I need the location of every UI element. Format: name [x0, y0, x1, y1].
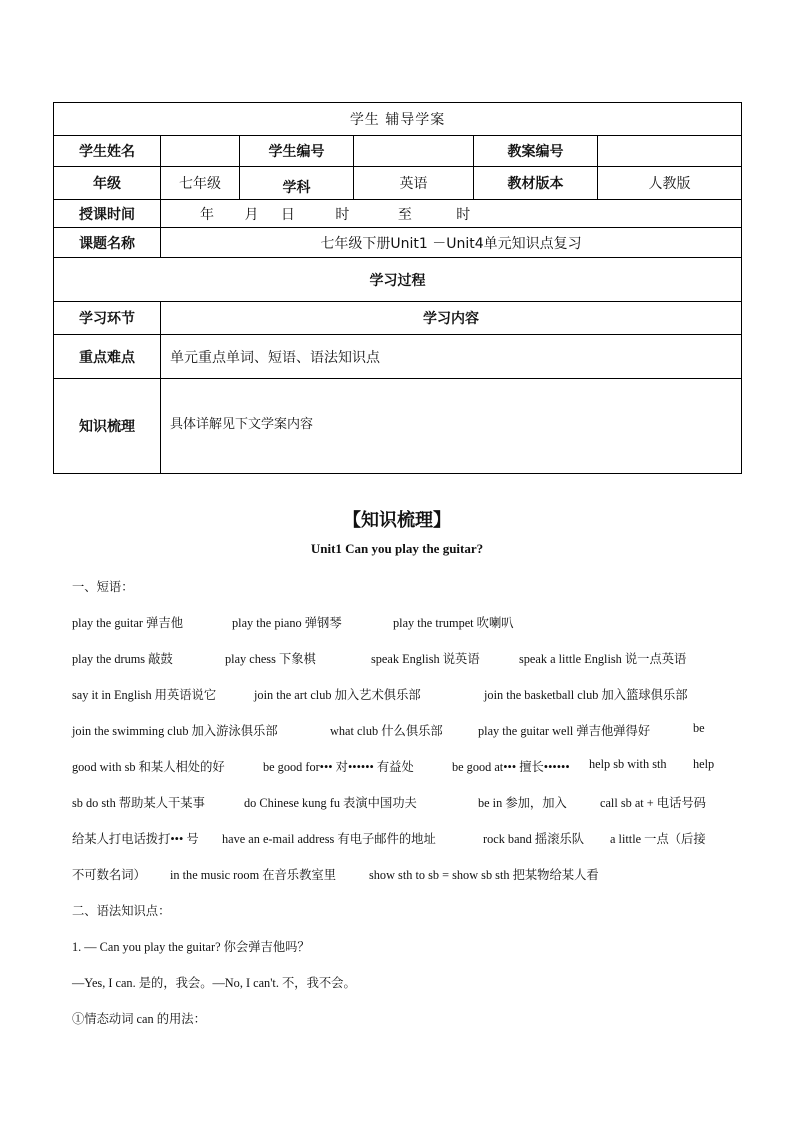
key-points-label: 重点难点	[54, 335, 161, 379]
grammar-heading: 二、语法知识点：	[72, 904, 171, 918]
phrase: play the drums 敲鼓	[72, 652, 173, 666]
topic-label: 课题名称	[54, 228, 161, 258]
key-points-value: 单元重点单词、短语、语法知识点	[161, 335, 742, 379]
process-heading: 学习过程	[54, 258, 742, 302]
phrase: join the basketball club 加入篮球俱乐部	[484, 688, 688, 702]
phrase: call sb at + 电话号码	[600, 796, 706, 810]
phrase: be good at••• 擅长••••••	[452, 760, 570, 774]
phrase: play chess 下象棋	[225, 652, 316, 666]
topic-value: 七年级下册Unit1 －Unit4单元知识点复习	[161, 228, 742, 258]
time-hour-start: 时	[335, 206, 350, 223]
section-title: 【知识梳理】	[343, 510, 451, 531]
phrase: speak English 说英语	[371, 652, 480, 666]
phrase: be	[693, 721, 705, 735]
phrase: 不可数名词）	[72, 868, 146, 882]
plan-id-field[interactable]	[598, 136, 742, 167]
unit-title: Unit1 Can you play the guitar?	[310, 541, 484, 556]
time-year: 年	[200, 206, 214, 223]
grammar-line-3: ①情态动词 can 的用法：	[72, 1012, 206, 1026]
grammar-line-2: —Yes, I can. 是的，我会。—No, I can't. 不，我不会。	[72, 976, 356, 990]
phrase: join the art club 加入艺术俱乐部	[254, 688, 421, 702]
phrase: be in 参加，加入	[478, 796, 567, 810]
student-name-label: 学生姓名	[54, 136, 161, 167]
phrase: 给某人打电话拨打••• 号	[72, 832, 199, 846]
phrases-heading: 一、短语：	[72, 580, 134, 594]
student-name-field[interactable]	[161, 136, 240, 167]
knowledge-sort-label: 知识梳理	[54, 379, 161, 474]
phrase: speak a little English 说一点英语	[519, 652, 687, 666]
plan-id-label: 教案编号	[474, 136, 598, 167]
phrase: a little 一点（后接	[610, 832, 706, 846]
phrase: have an e-mail address 有电子邮件的地址	[222, 832, 436, 846]
grade-label: 年级	[54, 167, 161, 200]
time-label: 授课时间	[54, 200, 161, 228]
grammar-line-1: 1. — Can you play the guitar? 你会弹吉他吗？	[72, 940, 310, 954]
time-month: 月	[244, 206, 259, 223]
student-id-field[interactable]	[354, 136, 474, 167]
phrase: in the music room 在音乐教室里	[170, 868, 336, 882]
time-day: 日	[280, 206, 295, 223]
phrase: help sb with sth	[589, 757, 667, 771]
edition-value: 人教版	[598, 167, 742, 200]
subject-label: 学科	[240, 167, 354, 200]
phrase: help	[693, 757, 715, 771]
content-label: 学习内容	[161, 302, 742, 335]
phrase: play the guitar 弹吉他	[72, 616, 183, 630]
lesson-plan-table	[53, 102, 742, 474]
time-hour-end: 时	[456, 206, 471, 223]
phrase: say it in English 用英语说它	[72, 688, 217, 702]
time-value	[161, 200, 742, 228]
phrase: good with sb 和某人相处的好	[72, 760, 225, 774]
time-to: 至	[397, 206, 412, 223]
phrase: play the guitar well 弹吉他弹得好	[478, 724, 651, 738]
phrase: show sth to sb = show sb sth 把某物给某人看	[369, 868, 599, 882]
edition-label: 教材版本	[474, 167, 598, 200]
subject-value: 英语	[354, 167, 474, 200]
phrase: be good for••• 对•••••• 有益处	[263, 760, 414, 774]
student-id-label: 学生编号	[240, 136, 354, 167]
phrase: what club 什么俱乐部	[330, 724, 443, 738]
knowledge-sort-value: 具体详解见下文学案内容	[161, 379, 742, 474]
phrase: sb do sth 帮助某人干某事	[72, 796, 205, 810]
phrase: join the swimming club 加入游泳俱乐部	[72, 724, 278, 738]
phrase: play the piano 弹钢琴	[232, 616, 342, 630]
phrase: do Chinese kung fu 表演中国功夫	[244, 796, 417, 810]
grade-value: 七年级	[161, 167, 240, 200]
phrase: play the trumpet 吹喇叭	[393, 616, 514, 630]
phrase: rock band 摇滚乐队	[483, 832, 585, 846]
stage-label: 学习环节	[54, 302, 161, 335]
table-title: 学生 辅导学案	[54, 103, 742, 136]
